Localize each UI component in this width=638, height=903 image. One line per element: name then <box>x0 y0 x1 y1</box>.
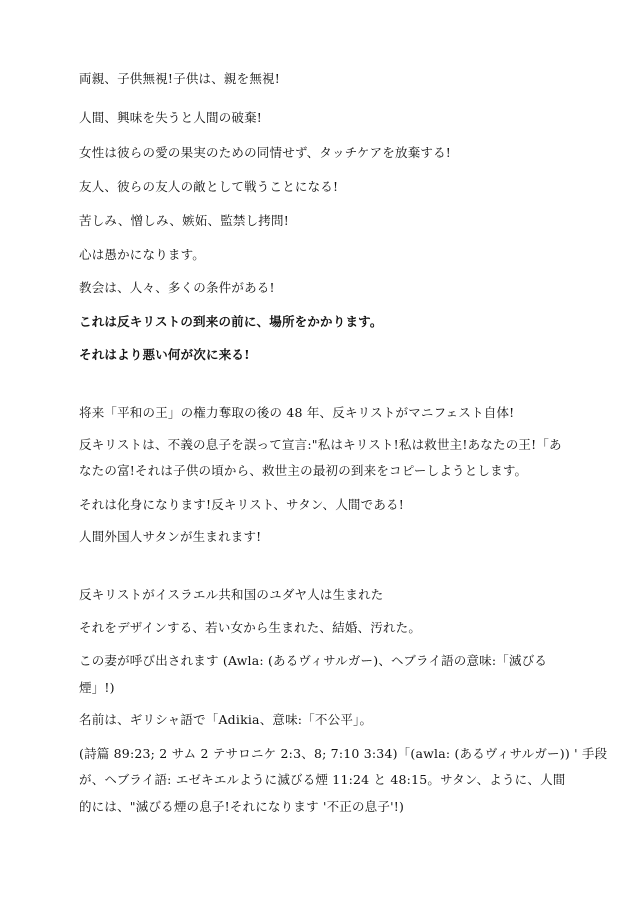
text-line-9: 反キリストは、不義の息子を誤って宣言:"私はキリスト!私は救世主!あなたの王!「あ <box>79 437 562 452</box>
text-line-10: なたの富!それは子供の頃から、救世主の最初の到来をコピーしようとします。 <box>79 463 528 478</box>
text-line-14: それをデザインする、若い女から生まれた、結婚、汚れた。 <box>79 620 422 635</box>
text-line-16: 煙」!) <box>79 680 115 695</box>
text-line-19: が、ヘブライ語: エゼキエルように滅びる煙 11:24 と 48:15。サタン、ように、人間 <box>79 772 566 787</box>
text-line-6: 心は愚かになります。 <box>79 247 206 262</box>
text-line-4: 友人、彼らの友人の敵として戦うことになる! <box>79 179 339 194</box>
text-line-17: 名前は、ギリシャ語で「Adikia、意味:「不公平」。 <box>79 712 373 727</box>
text-line-12: 人間外国人サタンが生まれます! <box>79 529 262 544</box>
text-line-3: 女性は彼らの愛の果実のための同情せず、タッチケアを放棄する! <box>79 145 452 160</box>
text-line-1: 両親、子供無視!子供は、親を無視! <box>79 71 280 86</box>
text-line-7: 教会は、人々、多くの条件がある! <box>79 280 275 295</box>
bold-line-1: これは反キリストの到来の前に、場所をかかります。 <box>79 314 383 329</box>
text-line-5: 苦しみ、憎しみ、嫉妬、監禁し拷問! <box>79 213 289 228</box>
text-line-18: (詩篇 89:23; 2 サム 2 テサロニケ 2:3、8; 7:10 3:34)「(awla: (あるヴィサルガー)) ' 手段 <box>79 746 608 761</box>
text-line-11: それは化身になります!反キリスト、サタン、人間である! <box>79 497 404 512</box>
text-line-2: 人間、興味を失うと人間の破棄! <box>79 110 263 125</box>
bold-line-2: それはより悪い何が次に来る! <box>79 347 250 362</box>
text-line-13: 反キリストがイスラエル共和国のユダヤ人は生まれた <box>79 587 384 602</box>
text-line-20: 的には、"滅びる煙の息子!それになります '不正の息子'!) <box>79 799 405 814</box>
text-line-15: この妻が呼び出されます (Awla: (あるヴィサルガー)、ヘブライ語の意味:「滅びる <box>79 653 548 668</box>
text-line-8: 将来「平和の王」の権力奪取の後の 48 年、反キリストがマニフェスト自体! <box>79 405 515 420</box>
